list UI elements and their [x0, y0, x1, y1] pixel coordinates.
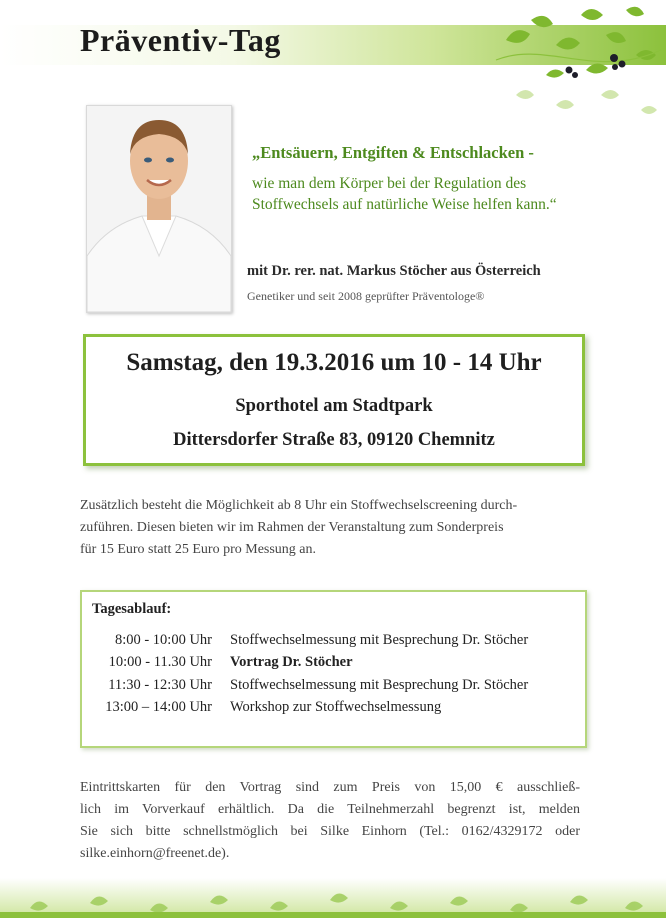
schedule-title: Tagesablauf:	[92, 601, 172, 617]
quote-line-2: Stoffwechsels auf natürliche Weise helfen kann.“	[252, 196, 557, 213]
event-details-box	[83, 334, 585, 466]
event-venue: Sporthotel am Stadtpark	[235, 396, 433, 416]
schedule-box	[80, 590, 587, 748]
quote-headline: „Entsäuern, Entgiften & Entschlacken -	[252, 143, 534, 162]
leaf-border-icon	[0, 878, 666, 918]
footer-line: Eintrittskarten für den Vortrag sind zum Preis von 15,00 € ausschließ-	[80, 780, 580, 795]
speaker-photo	[86, 105, 232, 313]
schedule-row	[82, 654, 585, 676]
info-line: zuführen. Diesen bieten wir im Rahmen der Veranstaltung zum Sonderpreis	[80, 520, 504, 535]
schedule-description: Vortrag Dr. Stöcher	[230, 654, 353, 670]
schedule-time: 8:00 - 10:00 Uhr	[114, 632, 212, 648]
schedule-time: 13:00 – 14:00 Uhr	[105, 699, 212, 715]
leaf-vine-decoration-icon	[486, 0, 666, 140]
info-line: Zusätzlich besteht die Möglichkeit ab 8 Uhr ein Stoffwechselscreening durch-	[80, 498, 518, 513]
footer-line: lich im Vorverkauf erhältlich. Da die Teilnehmerzahl begrenzt ist, melden	[80, 802, 580, 817]
speaker-photo-icon	[87, 106, 231, 312]
speaker-name: mit Dr. rer. nat. Markus Stöcher aus Österreich	[247, 263, 541, 279]
event-address: Dittersdorfer Straße 83, 09120 Chemnitz	[173, 430, 495, 450]
schedule-row	[82, 699, 585, 721]
footer-line: Sie sich bitte schnellstmöglich bei Silke Einhorn (Tel.: 0162/4329172 oder	[80, 824, 580, 839]
schedule-description: Stoffwechselmessung mit Besprechung Dr. Stöcher	[230, 632, 529, 648]
event-date: Samstag, den 19.3.2016 um 10 - 14 Uhr	[126, 349, 542, 376]
schedule-description: Workshop zur Stoffwechselmessung	[230, 699, 442, 715]
schedule-description: Stoffwechselmessung mit Besprechung Dr. Stöcher	[230, 677, 529, 693]
schedule-row	[82, 632, 585, 654]
screening-info	[80, 495, 580, 561]
speaker-description: Genetiker und seit 2008 geprüfter Präventologe®	[247, 289, 485, 303]
schedule-time: 10:00 - 11.30 Uhr	[108, 654, 212, 670]
quote-line-1: wie man dem Körper bei der Regulation des	[252, 175, 527, 192]
page-title: Präventiv-Tag	[80, 22, 281, 58]
lecture-quote	[252, 143, 612, 215]
footer-line: silke.einhorn@freenet.de).	[80, 846, 230, 861]
info-line: für 15 Euro statt 25 Euro pro Messung an.	[80, 542, 317, 557]
schedule-row	[82, 677, 585, 699]
schedule-time: 11:30 - 12:30 Uhr	[108, 677, 212, 693]
ticket-info	[80, 777, 580, 865]
